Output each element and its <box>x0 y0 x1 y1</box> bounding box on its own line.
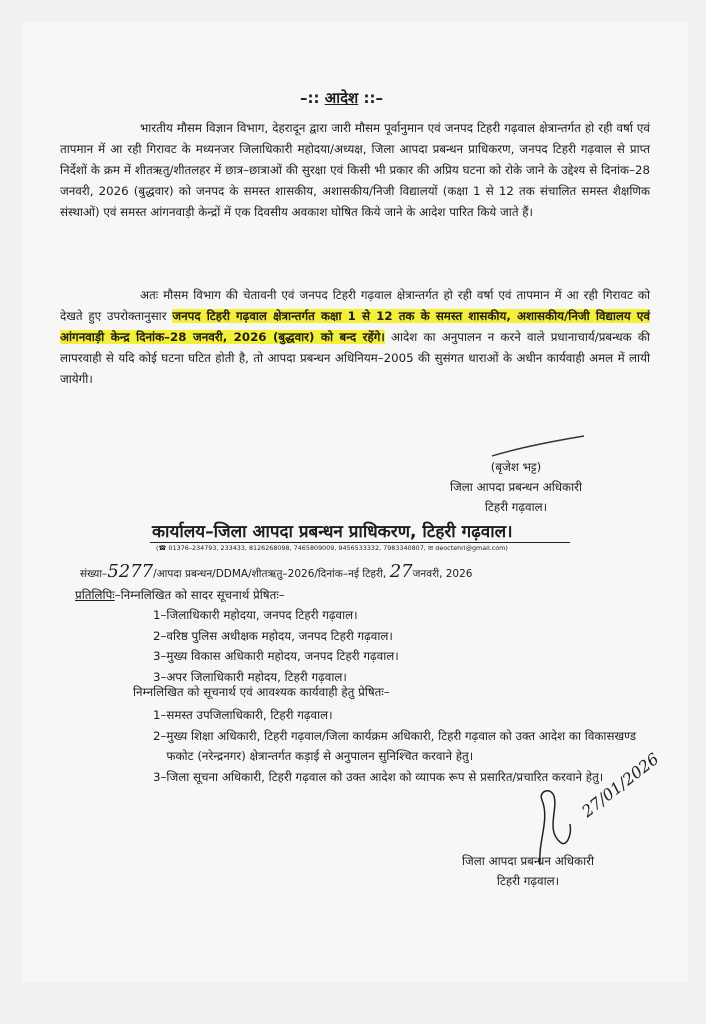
reference-number: 5277 <box>107 561 154 582</box>
list-item: 3– जिला सूचना अधिकारी, टिहरी गढ़वाल को उक्त आदेश को व्यापक रूप से प्रसारित/प्रचारित करवाने हेतु। <box>153 769 604 784</box>
reference-day: 27 <box>389 561 413 582</box>
office-divider <box>150 542 570 543</box>
list-item: 2– मुख्य शिक्षा अधिकारी, टिहरी गढ़वाल/जिला कार्यक्रम अधिकारी, टिहरी गढ़वाल को उक्त आदेश का विकासखण्ड फकोट (नरेन्द्रनगर) क्षेत्रान्तर्गत कड़ाई से अनुपालन सुनिश्चित करवाने हेतु। <box>153 728 637 763</box>
list-item: 3–मुख्य विकास अधिकारी महोदय, जनपद टिहरी गढ़वाल। <box>153 649 399 663</box>
order-paragraph-1: भारतीय मौसम विज्ञान विभाग, देहरादून द्वारा जारी मौसम पूर्वानुमान एवं जनपद टिहरी गढ़वाल क्षेत्रान्तर्गत हो रही वर्षा एवं तापमान में आ रही गिरावट के मध्यनजर जिलाधिकारी महोदया/अध्यक्ष, जिला आपदा प्रबन्धन प्राधिकरण, जनपद टिहरी गढ़वाल से प्राप्त निर्देशों के क्रम में शीतऋतु/शीतलहर में छात्र–छात्राओं की सुरक्षा एवं किसी भी प्रकार की अप्रिय घटना को रोके जाने के उद्देश्य से दिनांक–28 जनवरी, 2026 (बुद्धवार) को जनपद के समस्त शासकीय, अशासकीय/निजी विद्यालयों (कक्षा 1 से 12 तक संचालित समस्त शैक्षणिक संस्थाओं) एवं समस्त आंगनवाड़ी केन्द्रों में एक दिवसीय अवकाश घोषित किये जाने के आदेश पारित किये जाते हैं। <box>60 121 650 219</box>
mail-icon: ✉ <box>427 544 434 552</box>
order-paragraph-2: अतः मौसम विभाग की चेतावनी एवं जनपद टिहरी गढ़वाल क्षेत्रान्तर्गत हो रही वर्षा एवं तापमान में आ रही गिरावट को देखते हुए उपरोक्तानुसार जनपद टिहरी गढ़वाल क्षेत्रान्तर्गत कक्षा 1 से 12 तक के समस्त शासकीय, अशासकीय/निजी विद्यालय एवं आंगनवाड़ी केन्द्र दिनांक–28 जनवरी, 2026 (बुद्धवार) को बन्द रहेंगे। आदेश का अनुपालन न करने वाले प्रधानाचार्य/प्रबन्धक की लापरवाही से यदि कोई घटना घटित होती है, तो आपदा प्रबन्धन अधिनियम–2005 की सुसंगत धाराओं के अधीन कार्यवाही अमल में लायी जायेगी। <box>60 288 650 386</box>
order-title: आदेश <box>324 89 359 107</box>
order-heading: –:: आदेश ::– <box>300 89 383 107</box>
reference-line: संख्या–5277/आपदा प्रबन्धन/DDMA/शीतऋतु–2026/दिनांक–नई टिहरी, 27जनवरी, 2026 <box>80 561 473 582</box>
signatory-name: (बृजेश भट्ट) <box>490 460 542 474</box>
highlighted-closure-text: जनपद टिहरी गढ़वाल क्षेत्रान्तर्गत कक्षा 1 से 12 तक के समस्त शासकीय, अशासकीय/निजी विद्यालय एवं आंगनवाड़ी केन्द्र दिनांक–28 जनवरी, 2026 (बुद्धवार) को बन्द रहेंगे। <box>60 309 650 344</box>
signatory-designation: जिला आपदा प्रबन्धन अधिकारी <box>462 854 595 868</box>
signatory-place: टिहरी गढ़वाल। <box>484 500 548 514</box>
phone-icon: ☎ <box>158 544 167 552</box>
signature-block-2 <box>462 851 594 891</box>
signature-block-1 <box>450 457 582 517</box>
handwritten-date: 27/01/2026 <box>578 749 663 821</box>
list-item: 1–जिलाधिकारी महोदया, जनपद टिहरी गढ़वाल। <box>153 608 358 622</box>
office-contact: (☎ 01376–234793, 233433, 8126268098, 7465809009, 9456533332, 7983340807, ✉ deoctehri@gmail.com) <box>156 544 508 552</box>
signatory-designation: जिला आपदा प्रबन्धन अधिकारी <box>450 480 583 494</box>
list-item: 2–वरिष्ठ पुलिस अधीक्षक महोदय, जनपद टिहरी गढ़वाल। <box>153 628 393 643</box>
copy-to-heading: प्रतिलिपिः–निम्नलिखित को सादर सूचनार्थ प्रेषितः– <box>75 588 285 602</box>
recipient-list-2 <box>153 705 653 787</box>
office-title: कार्यालय–जिला आपदा प्रबन्धन प्राधिकरण, टिहरी गढ़वाल। <box>152 522 513 542</box>
list-item: 3–अपर जिलाधिकारी महोदय, टिहरी गढ़वाल। <box>153 669 347 684</box>
list-item: 1– समस्त उपजिलाधिकारी, टिहरी गढ़वाल। <box>153 708 333 722</box>
action-list-heading: निम्नलिखित को सूचनार्थ एवं आवश्यक कार्यवाही हेतु प्रेषितः– <box>133 685 390 699</box>
signatory-place: टिहरी गढ़वाल। <box>496 874 560 888</box>
recipient-list-1 <box>153 605 399 687</box>
